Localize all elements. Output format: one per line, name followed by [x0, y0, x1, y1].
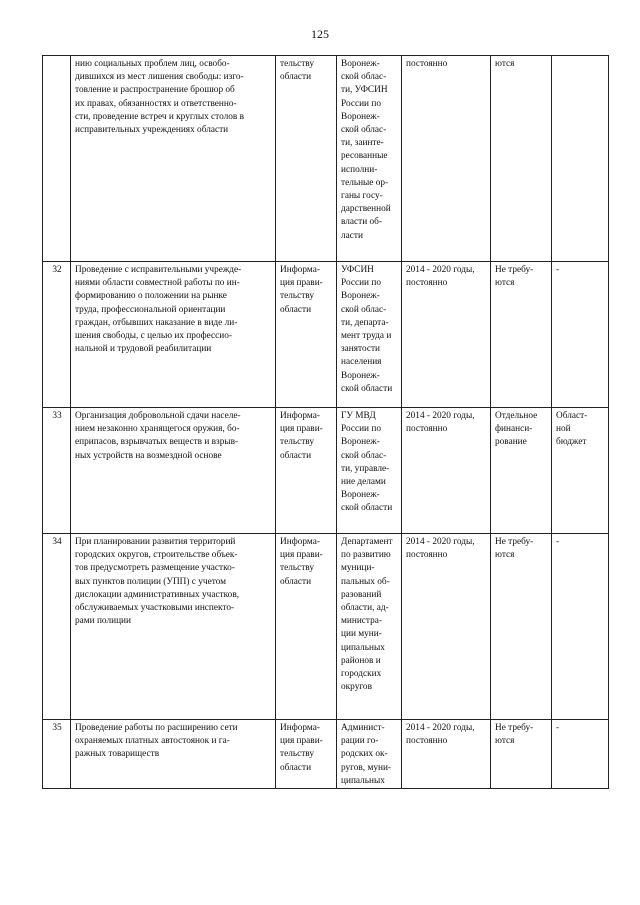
executor-cell: УФСИН России по Воронеж- ской облас- ти, департа- мент труда и занятости населения Воронеж- ской области — [337, 262, 402, 408]
basis-cell: Информа- ция прави- тельству области — [276, 262, 337, 408]
activity-cell: При планировании развития территорий городских округов, строительстве объек- тов предусмотреть размещение участко- вых пунктов полиции (УПП) с учетом дислокации административных участков, обслуживаемых участковыми инспекто- рами полиции — [71, 534, 276, 720]
row-number: 34 — [43, 534, 71, 720]
row-number: 32 — [43, 262, 71, 408]
financing-cell: ются — [491, 56, 552, 262]
row-number: 33 — [43, 408, 71, 534]
source-cell: - — [552, 262, 609, 408]
financing-cell: Не требу- ются — [491, 720, 552, 789]
financing-cell: Отдельное финанси- рование — [491, 408, 552, 534]
term-cell: 2014 - 2020 годы, постоянно — [402, 262, 491, 408]
activity-cell: Проведение работы по расширению сети охраняемых платных автостоянок и га- ражных товариществ — [71, 720, 276, 789]
page-number: 125 — [311, 27, 329, 41]
source-cell: Област- ной бюджет — [552, 408, 609, 534]
row-number — [43, 56, 71, 262]
table-row — [43, 720, 609, 789]
term-cell: 2014 - 2020 годы, постоянно — [402, 720, 491, 789]
table-row — [43, 408, 609, 534]
row-number: 35 — [43, 720, 71, 789]
term-cell: 2014 - 2020 годы, постоянно — [402, 408, 491, 534]
source-cell: - — [552, 534, 609, 720]
activity-cell: Проведение с исправительными учрежде- ниями области совместной работы по ин- формированию о положении на рынке труда, профессиональной ориентации граждан, отбывших наказание в виде ли- шения свободы, с целью их профессио- нальной и трудовой реабилитации — [71, 262, 276, 408]
source-cell — [552, 56, 609, 262]
table-row — [43, 262, 609, 408]
term-cell: 2014 - 2020 годы, постоянно — [402, 534, 491, 720]
activity-cell: нию социальных проблем лиц, освобо- дившихся из мест лишения свободы: изго- товление и распространение брошюр об их правах, обязанностях и ответственно- сти, проведение встреч и круглых столов в исправительных учреждениях области — [71, 56, 276, 262]
executor-cell: Админист- рации го- родских ок- ругов, муни- ципальных — [337, 720, 402, 789]
executor-cell: Воронеж- ской облас- ти, УФСИН России по Воронеж- ской облас- ти, заинте- ресованные исполни- тельные ор- ганы госу- дарственной власти об- ласти — [337, 56, 402, 262]
source-cell: - — [552, 720, 609, 789]
activity-cell: Организация добровольной сдачи населе- нием незаконно хранящегося оружия, бо- еприпасов, взрывчатых веществ и взрыв- ных устройств на возмездной основе — [71, 408, 276, 534]
basis-cell: Информа- ция прави- тельству области — [276, 720, 337, 789]
basis-cell: Информа- ция прави- тельству области — [276, 408, 337, 534]
executor-cell: Департамент по развитию муници- пальных об- разований области, ад- министра- ции муни- ципальных районов и городских округов — [337, 534, 402, 720]
financing-cell: Не требу- ются — [491, 534, 552, 720]
financing-cell: Не требу- ются — [491, 262, 552, 408]
table-row — [43, 56, 609, 262]
term-cell: постоянно — [402, 56, 491, 262]
basis-cell: Информа- ция прави- тельству области — [276, 534, 337, 720]
table-row — [43, 534, 609, 720]
activities-table — [42, 55, 609, 789]
basis-cell: тельству области — [276, 56, 337, 262]
executor-cell: ГУ МВД России по Воронеж- ской облас- ти, управле- ние делами Воронеж- ской области — [337, 408, 402, 534]
